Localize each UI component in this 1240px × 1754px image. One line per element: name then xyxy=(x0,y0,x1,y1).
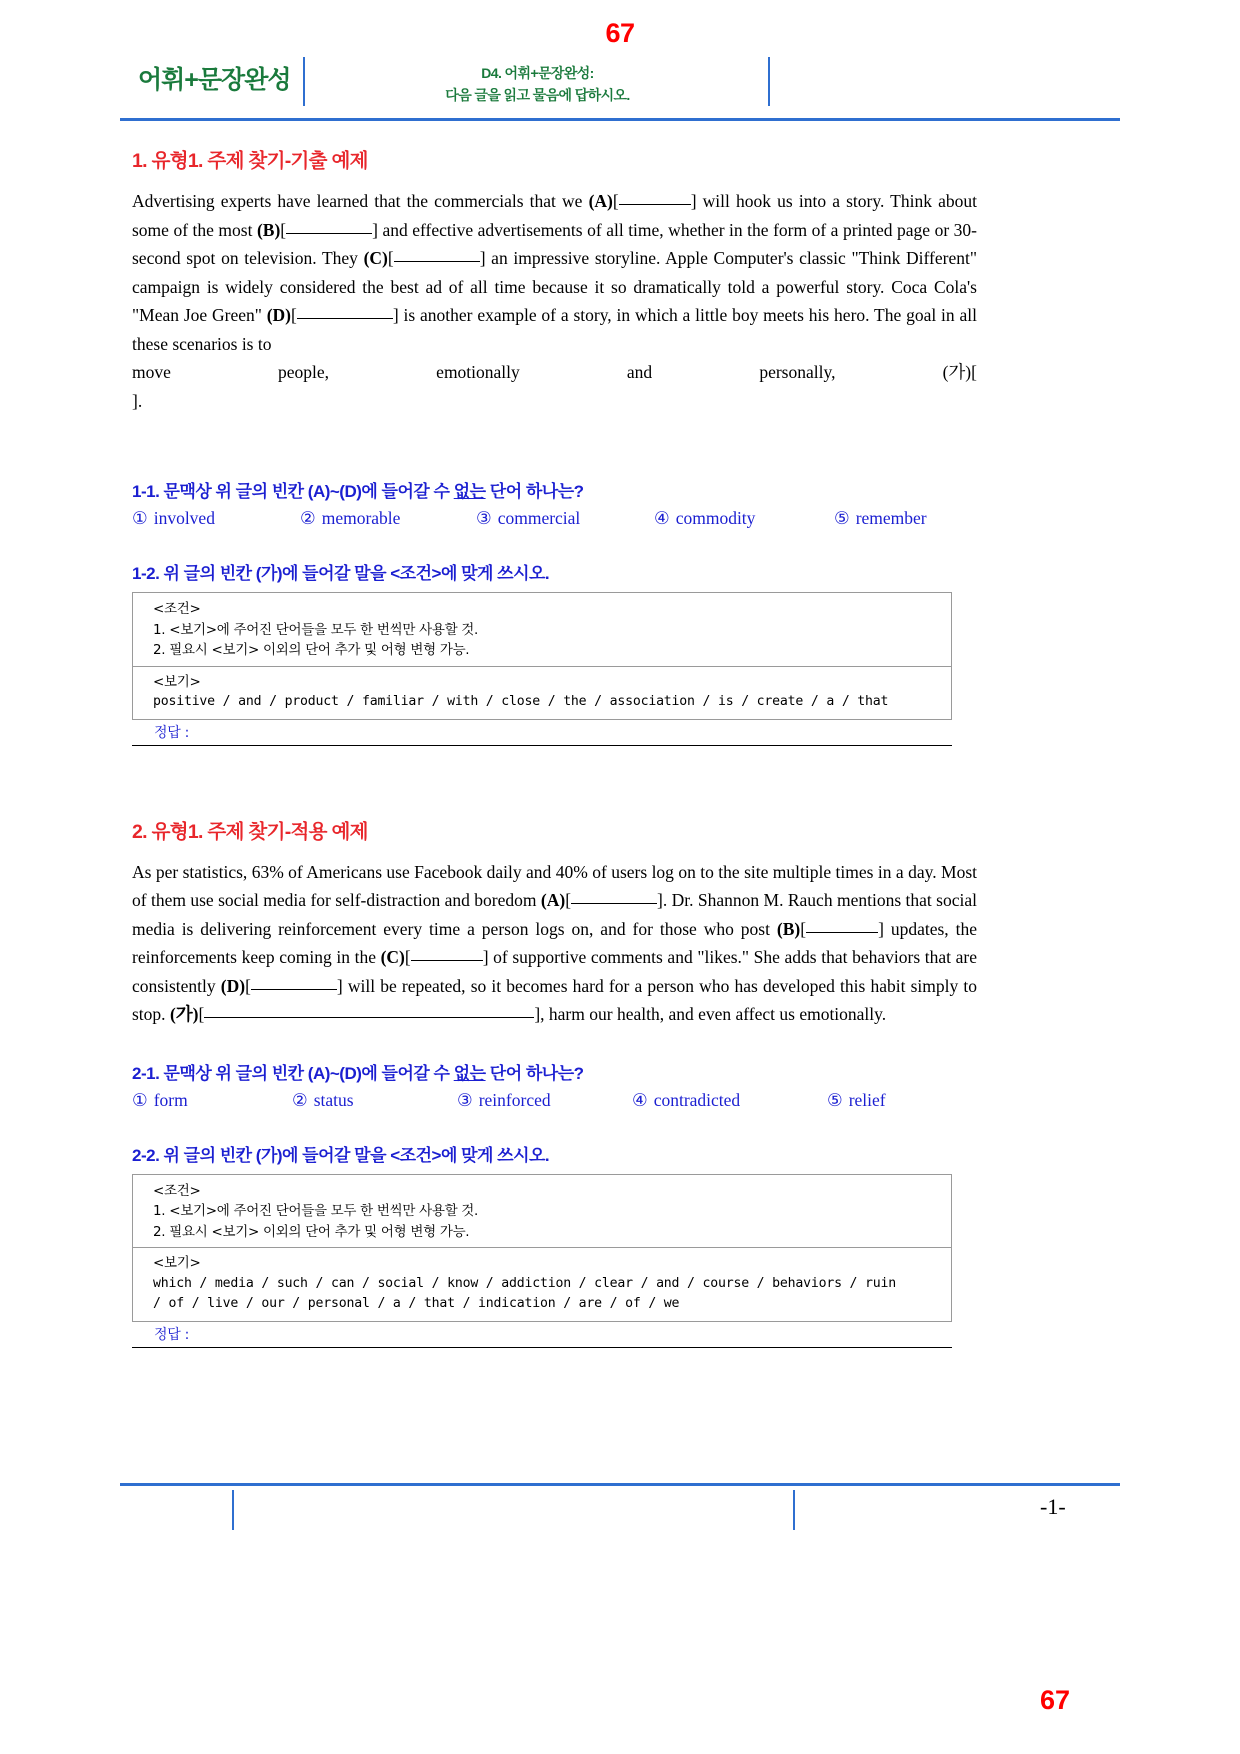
spacer xyxy=(132,1029,977,1059)
q-heading-pre: 2-1. 문맥상 위 글의 빈칸 (A)~(D)에 들어갈 수 xyxy=(132,1063,454,1083)
choice-option-1[interactable] xyxy=(132,1090,292,1111)
header-rule xyxy=(120,118,1120,121)
header-title xyxy=(310,62,765,106)
passage-text: ] of supportive comments and "likes." She adds that behaviors that are consistently xyxy=(132,947,977,996)
header-divider-right xyxy=(768,57,770,106)
choice-marker: ③ xyxy=(457,1089,473,1110)
blank-label-c: (C) xyxy=(380,947,405,967)
passage-text: ] will be repeated, so it becomes hard for a person who has developed this habit simply to stop. xyxy=(132,975,977,1024)
choice-label: involved xyxy=(153,508,215,528)
page-header xyxy=(0,0,1240,128)
blank-label-a: (A) xyxy=(588,191,613,211)
choice-label: reinforced xyxy=(478,1089,551,1110)
choice-marker: ① xyxy=(132,1089,148,1110)
stretch-word: people, xyxy=(278,362,330,382)
blank-label-b: (B) xyxy=(256,219,281,240)
worksheet-content xyxy=(132,145,977,1348)
condition-title: <조건> xyxy=(153,1182,201,1199)
section-2 xyxy=(132,816,977,1348)
q-heading-post: 단어 하나는? xyxy=(485,482,584,501)
choice-marker: ③ xyxy=(476,508,492,528)
header-divider-left xyxy=(303,57,305,106)
stretch-word: move xyxy=(132,362,171,382)
passage-text: ] will hook us into a story. Think about some of the most xyxy=(132,191,977,240)
passage-text: As per statistics, 63% of Americans use Facebook daily and 40% of users log on to the site multiple times in a day. Most of them use social media for self-distraction and boredom xyxy=(132,861,977,910)
footer-page-label: -1- xyxy=(1040,1494,1066,1519)
question-1-2-condition-box xyxy=(132,592,952,720)
bracket-open-b: [ xyxy=(800,918,807,939)
choice-option-3[interactable] xyxy=(476,508,654,529)
question-2-1-choices xyxy=(132,1090,977,1111)
q-heading-underlined: 없는 xyxy=(453,482,486,501)
spacer xyxy=(132,415,977,477)
choice-label: commercial xyxy=(497,508,581,528)
answer-label: 정답 : xyxy=(154,724,190,741)
condition-section xyxy=(133,1175,951,1248)
choice-option-2[interactable] xyxy=(300,508,476,529)
question-2-1-heading xyxy=(132,1059,977,1084)
question-1-2-heading: 1-2. 위 글의 빈칸 (가)에 들어갈 말을 <조건>에 맞게 쓰시오. xyxy=(132,564,550,583)
passage-text: ], harm our health, and even affect us emotionally. xyxy=(534,1004,887,1024)
q-heading-pre: 1-1. 문맥상 위 글의 빈칸 (A)~(D)에 들어갈 수 xyxy=(132,482,454,501)
blank-label-b: (B) xyxy=(776,918,801,939)
choice-option-5[interactable] xyxy=(827,1090,886,1111)
blank-label-ga: (가) xyxy=(942,362,972,382)
bogi-section xyxy=(133,667,951,719)
bracket-open-c: [ xyxy=(387,248,394,268)
answer-blank-b[interactable] xyxy=(806,932,878,933)
choice-option-4[interactable] xyxy=(632,1090,827,1111)
footer-page-number: 67 xyxy=(1040,1685,1071,1715)
choice-marker: ⑤ xyxy=(834,508,850,528)
footer-rule xyxy=(120,1483,1120,1486)
choice-label: contradicted xyxy=(653,1089,741,1110)
footer-divider-left xyxy=(232,1490,234,1530)
condition-item: 1. <보기>에 주어진 단어들을 모두 한 번씩만 사용할 것. xyxy=(153,621,479,638)
choice-marker: ④ xyxy=(654,508,670,528)
condition-title: <조건> xyxy=(153,601,201,617)
blank-label-d: (D) xyxy=(266,305,292,325)
choice-marker: ④ xyxy=(632,1089,648,1110)
choice-option-1[interactable] xyxy=(132,508,300,529)
stretch-word: personally, xyxy=(759,362,836,382)
answer-blank-c[interactable] xyxy=(411,960,483,961)
blank-label-d: (D) xyxy=(220,975,246,996)
choice-marker: ② xyxy=(292,1089,308,1110)
question-2-2-heading: 2-2. 위 글의 빈칸 (가)에 들어갈 말을 <조건>에 맞게 쓰시오. xyxy=(132,1145,550,1165)
passage-text: ] and effective advertisements of all time, whether in the form of a printed page or 30-second spot on television. They xyxy=(132,219,977,268)
condition-item: 2. 필요시 <보기> 이외의 단어 추가 및 어형 변형 가능. xyxy=(153,1223,470,1240)
bracket-open-ga: [ xyxy=(971,362,977,382)
bogi-title: <보기> xyxy=(153,1255,201,1271)
question-1-2-answer-row[interactable] xyxy=(132,720,952,746)
answer-blank-b[interactable] xyxy=(286,233,372,234)
blank-label-ga: (가) xyxy=(169,1004,199,1024)
answer-blank-a[interactable] xyxy=(619,204,691,205)
choice-marker: ⑤ xyxy=(827,1089,843,1110)
spacer xyxy=(132,746,977,816)
bogi-word-line: / of / live / our / personal / a / that / indication / are / of / we xyxy=(153,1296,680,1311)
choice-option-2[interactable] xyxy=(292,1090,457,1111)
blank-label-a: (A) xyxy=(540,890,566,910)
header-page-number: 67 xyxy=(605,18,635,48)
answer-blank-a[interactable] xyxy=(571,903,657,904)
section-1-passage xyxy=(132,187,977,358)
section-1-passage-stretch-line xyxy=(132,358,977,387)
bracket-open-ga: [ xyxy=(198,1004,205,1024)
stretch-word: emotionally xyxy=(436,362,520,382)
choice-marker: ① xyxy=(132,508,148,528)
bogi-title: <보기> xyxy=(153,673,201,690)
blank-label-c: (C) xyxy=(363,248,388,268)
condition-item: 2. 필요시 <보기> 이외의 단어 추가 및 어형 변형 가능. xyxy=(153,642,470,658)
passage-text: ]. Dr. Shannon M. Rauch mentions that social media is delivering reinforcement every time a person logs on, and for those who post xyxy=(132,890,977,939)
bracket-open-c: [ xyxy=(404,947,411,967)
bracket-open-d: [ xyxy=(245,975,251,996)
choice-label: form xyxy=(153,1089,188,1110)
answer-blank-ga[interactable] xyxy=(204,1017,534,1018)
section-2-heading: 2. 유형1. 주제 찾기-적용 예제 xyxy=(132,820,368,843)
footer-divider-right xyxy=(793,1490,795,1530)
blank-label-ga-group xyxy=(943,358,977,387)
answer-blank-d[interactable] xyxy=(251,989,337,990)
passage-text: ] updates, the reinforcements keep coming in the xyxy=(132,918,977,967)
question-1-1-choices xyxy=(132,508,977,529)
passage-text: Advertising experts have learned that the commercials that we xyxy=(132,191,589,211)
choice-label: memorable xyxy=(321,508,401,528)
spacer xyxy=(132,1111,977,1141)
choice-option-5[interactable] xyxy=(834,508,927,529)
header-title-line2: 다음 글을 읽고 물음에 답하시오. xyxy=(445,87,630,103)
section-1 xyxy=(132,145,977,746)
choice-marker: ② xyxy=(300,508,316,528)
bogi-word-line: positive / and / product / familiar / with / close / the / association / is / create / a / that xyxy=(153,694,889,709)
condition-section xyxy=(133,593,951,666)
bogi-section xyxy=(133,1248,951,1321)
choice-label: relief xyxy=(848,1089,886,1110)
condition-item: 1. <보기>에 주어진 단어들을 모두 한 번씩만 사용할 것. xyxy=(153,1203,479,1219)
bracket-open-a: [ xyxy=(565,890,572,910)
answer-blank-c[interactable] xyxy=(394,261,480,262)
header-logo: 어휘+문장완성 xyxy=(138,66,291,94)
bracket-open-d: [ xyxy=(291,305,297,325)
spacer xyxy=(132,529,977,559)
section-1-passage-close: ]. xyxy=(132,390,143,411)
answer-blank-d[interactable] xyxy=(297,318,393,319)
stretch-word: and xyxy=(626,362,653,382)
question-2-2-condition-box xyxy=(132,1174,952,1322)
bracket-open-a: [ xyxy=(612,191,619,211)
passage-text: ] an impressive storyline. Apple Computer's classic "Think Different" campaign is widely considered the best ad of all time because it so dramatically told a powerful story. Coca Cola's "Mean Joe Green" xyxy=(132,248,977,325)
bracket-open-b: [ xyxy=(280,219,287,240)
choice-label: commodity xyxy=(675,508,756,528)
answer-label: 정답 : xyxy=(154,1326,190,1343)
section-2-passage xyxy=(132,858,977,1029)
q-heading-underlined: 없는 xyxy=(453,1063,486,1083)
header-title-line1: D4. 어휘+문장완성: xyxy=(481,65,594,81)
section-1-heading: 1. 유형1. 주제 찾기-기출 예제 xyxy=(132,150,368,172)
question-2-2-answer-row[interactable] xyxy=(132,1322,952,1348)
question-1-1-heading xyxy=(132,477,977,502)
q-heading-post: 단어 하나는? xyxy=(485,1063,584,1083)
choice-option-3[interactable] xyxy=(457,1090,632,1111)
choice-label: status xyxy=(313,1089,354,1110)
passage-text: ] is another example of a story, in which a little boy meets his hero. The goal in all these scenarios is to xyxy=(132,305,977,354)
bogi-word-line: which / media / such / can / social / know / addiction / clear / and / course / behaviors / ruin xyxy=(153,1275,896,1291)
choice-option-4[interactable] xyxy=(654,508,834,529)
choice-label: remember xyxy=(855,508,927,528)
